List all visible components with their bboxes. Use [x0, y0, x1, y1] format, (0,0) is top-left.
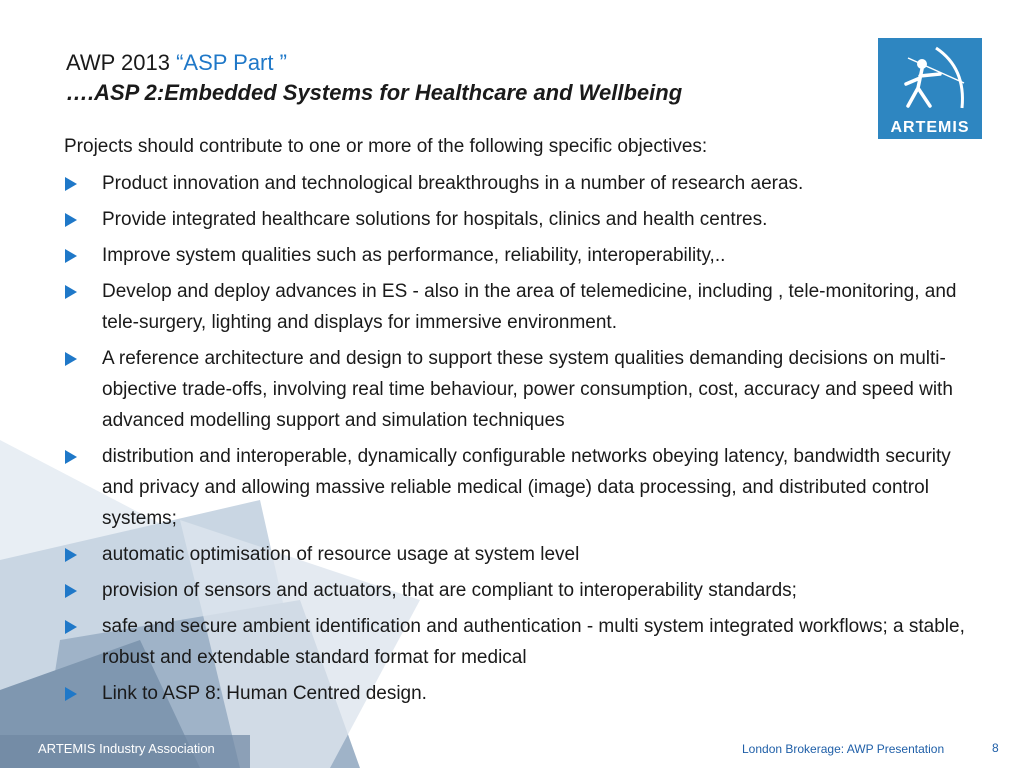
list-item: Provide integrated healthcare solutions for hospitals, clinics and health centres.: [64, 204, 984, 235]
intro-text: Projects should contribute to one or more of the following specific objectives:: [64, 136, 708, 157]
list-item: automatic optimisation of resource usage at system level: [64, 539, 984, 570]
triangle-bullet-icon: [65, 352, 77, 366]
slide-number: 8: [992, 741, 999, 755]
triangle-bullet-icon: [65, 249, 77, 263]
list-item: distribution and interoperable, dynamically configurable networks obeying latency, bandwidth security and privacy and allowing massive reliable medical (image) data processing, and distributed control systems;: [64, 441, 984, 534]
title-line-2: ….ASP 2:Embedded Systems for Healthcare and Wellbeing: [66, 80, 683, 105]
triangle-bullet-icon: [65, 450, 77, 464]
list-item: Product innovation and technological breakthroughs in a number of research aeras.: [64, 168, 984, 199]
triangle-bullet-icon: [65, 177, 77, 191]
list-item: A reference architecture and design to support these system qualities demanding decisions on multi-objective trade-offs, involving real time behaviour, power consumption, cost, accuracy and speed with advanced modelling support and simulation techniques: [64, 343, 984, 436]
triangle-bullet-icon: [65, 584, 77, 598]
triangle-bullet-icon: [65, 285, 77, 299]
objectives-list: [64, 168, 984, 709]
title-prefix: AWP 2013: [66, 50, 177, 75]
triangle-bullet-icon: [65, 620, 77, 634]
archer-logo-icon: [878, 38, 982, 139]
slide-content: [64, 134, 984, 714]
slide-title: [66, 48, 682, 108]
list-item: provision of sensors and actuators, that are compliant to interoperability standards;: [64, 575, 984, 606]
title-line-1: [66, 48, 682, 78]
triangle-bullet-icon: [65, 213, 77, 227]
list-item: Link to ASP 8: Human Centred design.: [64, 678, 984, 709]
title-accent: “ASP Part ”: [176, 50, 287, 75]
triangle-bullet-icon: [65, 687, 77, 701]
list-item: Improve system qualities such as performance, reliability, interoperability,..: [64, 240, 984, 271]
triangle-bullet-icon: [65, 548, 77, 562]
list-item: safe and secure ambient identification and authentication - multi system integrated workflows; a stable, robust and extendable standard format for medical: [64, 611, 984, 673]
footer-presentation-title: London Brokerage: AWP Presentation: [742, 742, 945, 756]
list-item: Develop and deploy advances in ES - also in the area of telemedicine, including , tele-monitoring, and tele-surgery, lighting and displays for immersive environment.: [64, 276, 984, 338]
logo-text: ARTEMIS: [890, 119, 970, 136]
footer-organization: ARTEMIS Industry Association: [38, 741, 215, 756]
